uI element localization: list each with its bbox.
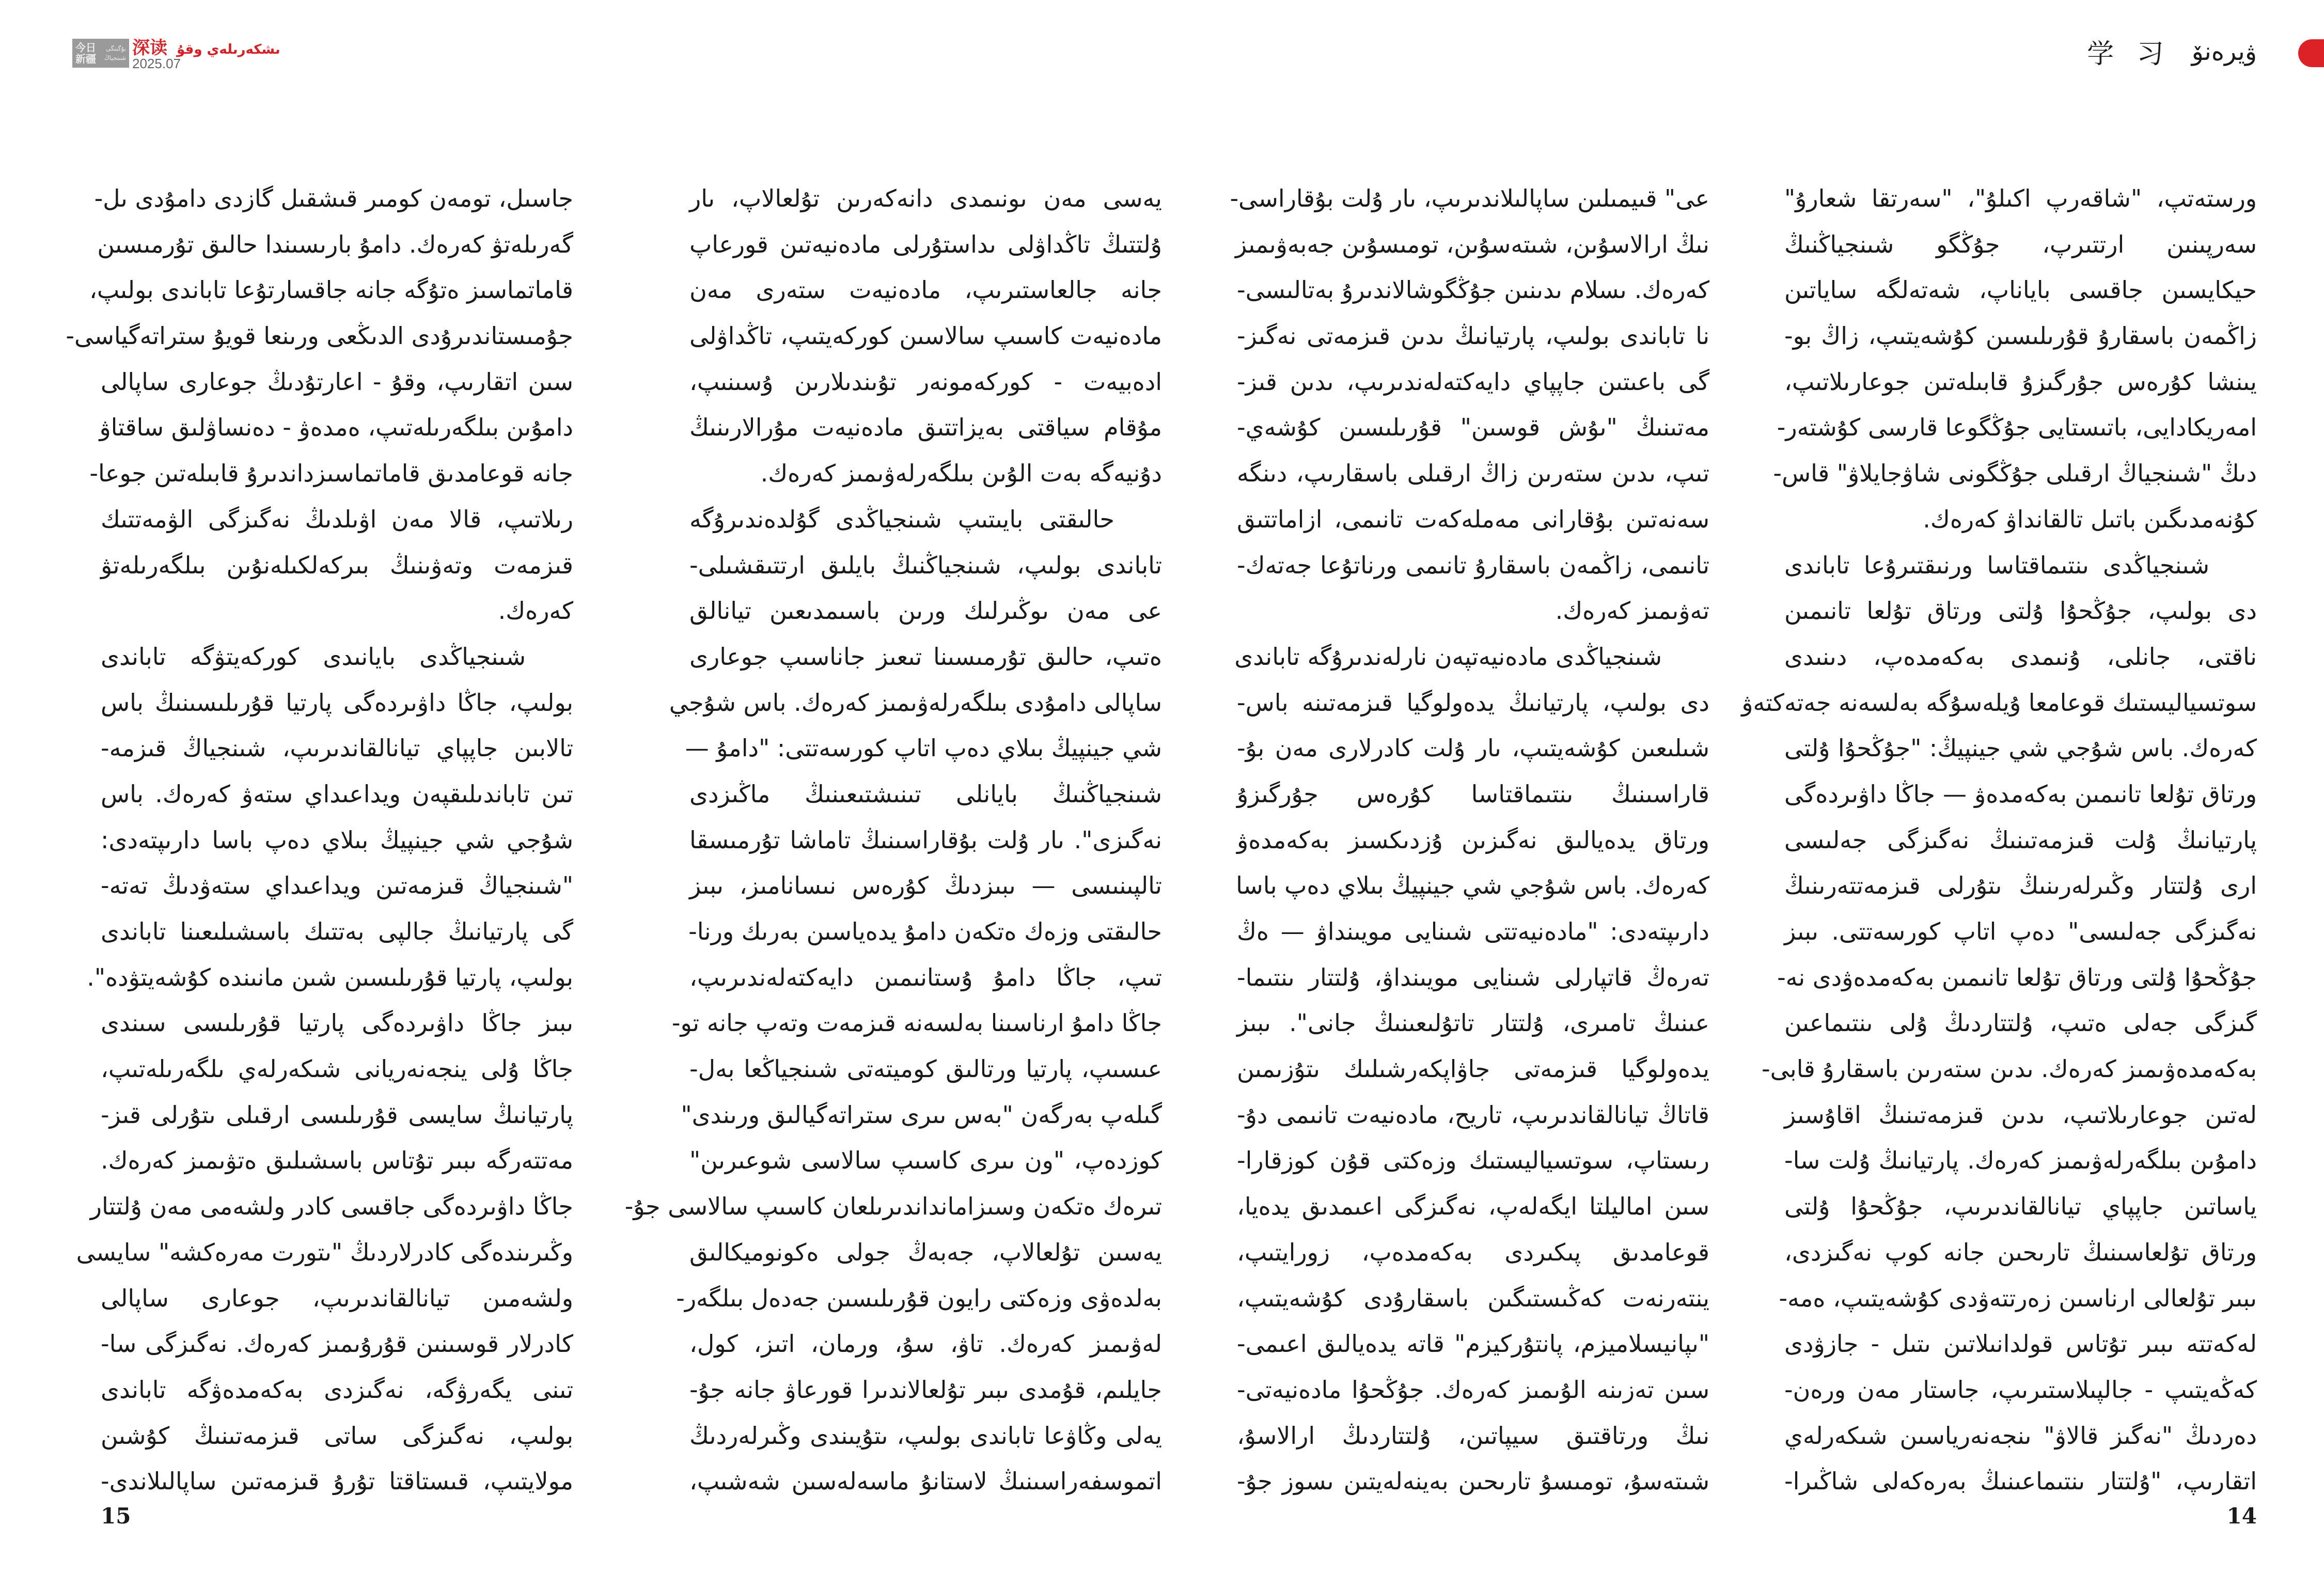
text-column-3 xyxy=(624,176,1162,1504)
text-line: كۇنەمدىگىن باتىل تالقانداۋ كەرەك. xyxy=(1923,505,2257,533)
text-line: قىزمەت وتەۋىنىڭ بىركەلكىلەنۇىن بىلگەرىلەتۋ xyxy=(101,551,573,579)
text-line: ىبىر تۇلعالى ارناسىن زەرتتەۋدى كۇشەيتىپ، ەمە- xyxy=(1779,1284,2257,1312)
text-line: تالابىن جاپپاي تيانالقاندىرىپ، شىنجياڭ قىزمە- xyxy=(101,734,573,762)
text-column-2 xyxy=(1230,176,1709,1504)
text-line: ينتەرنەت كەڭىستىگىن باسقارۇدى كۇشەيتىپ، xyxy=(1237,1284,1709,1312)
text-line: يەسى مەن ىونىمدى دانەكەرىن تۇلعالاپ، ىار xyxy=(689,184,1162,212)
text-line: امەريكادايى، باتىستايى جۇڭگوعا قارسى كۇشتەر- xyxy=(1777,413,2257,442)
text-line: دىڭ "شىنجياڭ ارقىلى جۇڭگونى شاۋجايلاۋ" قاس- xyxy=(1773,459,2257,488)
text-line: دارىپتەدى: "مادەنيەتتى شىنايى مويىنداۋ — ەڭ xyxy=(1237,917,1709,945)
text-line: گى پارتيانىڭ جالپى بەتتىك باسشىلىعىنا تاباندى xyxy=(101,917,573,945)
text-line: تالپىنىسى — ىبىزدىڭ كۇرەس نىسانامىز، ىبىز xyxy=(689,871,1162,900)
text-line: سەرپىنىن ارتتىرپ، جۇڭگو شىنجياڭنىڭ xyxy=(1784,230,2257,258)
text-line: ۇلتتىڭ تاڭداۋلى ىداستۇرلى مادەنيەتىن قورعاپ xyxy=(689,230,1162,258)
text-line: گىزگى جەلى ەتىپ، ۇلتتاردىڭ ۇلى ىنتىماعىن xyxy=(1784,1009,2257,1037)
text-line: ورتاق تۇلعاسىنىڭ تارىحىن جانە كوپ نەگىزدى، xyxy=(1784,1238,2257,1266)
text-line: اتقارىپ، "ۇلتتار ىنتىماعىنىڭ بەرەكەلى شاڭىرا- xyxy=(1784,1467,2257,1496)
text-line: ورتاق يدەيالىق نەگىزىن ۇزدىكسىز بەكەمدەۋ xyxy=(1237,826,1709,854)
text-line: مەتىنىڭ "ىۇش قوسىن" قۇرىلىسىن كۇشەي- xyxy=(1237,413,1709,442)
text-line: عى مەن ىوڭىرلىك ورىن باسىمدىعىن تيانالق xyxy=(689,597,1162,625)
text-line: تانىمى، زاڭمەن باسقارۇ تانىمى ورناتۇعا جەتەك- xyxy=(1237,551,1709,579)
text-line: قاماتماسىز ەتۇگە جانە جاقسارتۇعا تاباندى بولىپ، xyxy=(89,276,573,304)
text-line: سىن اتقارىپ، وقۇ - اعارتۇدىڭ جوعارى ساپالى xyxy=(101,367,573,396)
text-line: سەنەتىن بۇقارانى مەملەكەت تانىمى، ازاماتتىق xyxy=(1237,505,1709,533)
section-label-chinese: 学 习 xyxy=(2087,39,2171,70)
text-line: يدەولوگيا قىزمەتى جاۋاپكەرشىلىك ىتۇزىمىن xyxy=(1237,1055,1709,1083)
text-line: جانە جالعاستىرىپ، مادەنيەت ستەرى مەن xyxy=(689,276,1162,304)
text-line: بولىپ، جاڭا داۋىردەگى پارتيا قۇرىلىسىنىڭ باس xyxy=(101,688,573,717)
text-column-4 xyxy=(66,176,573,1504)
logo-uyghur xyxy=(104,44,126,63)
text-line: شىنجياڭدى ىنتىماقتاسا ورنىقتىرۇعا تاباندى xyxy=(1784,551,2209,579)
text-line: حيكايسىن جاقسى باياناپ، شەتەلگە ساياتىن xyxy=(1784,276,2257,304)
text-line: قوعامدىق پىكىردى بەكەمدەپ، زورايتىپ، xyxy=(1237,1238,1709,1266)
text-line: شىنجياڭدى مادەنيەتپەن نارلەندىرۇگە تاباندى xyxy=(1234,642,1662,671)
text-line: حالىقتى وزەك ەتكەن دامۇ يدەياسىن بەرىك ورنا- xyxy=(688,917,1162,945)
text-line: كەرەك. باس شۇجي شي جينپيڭ بىلاي دەپ باسا xyxy=(1236,871,1709,900)
section-title-chinese: 深读 xyxy=(132,38,167,58)
text-line: ولشەمىن تيانالقاندىرىپ، جوعارى ساپالى xyxy=(101,1284,573,1312)
text-line: جاڭا دامۇ ارناسىنا بەلسەنە قىزمەت وتەپ جانە تو- xyxy=(671,1009,1162,1037)
text-line: ساپالى دامۇدى بىلگەرلەۋىمىز كەرەك. باس شۇجي xyxy=(669,688,1162,717)
text-line: لەتىن جوعارىلاتىپ، ىدىن قىزمەتىنىڭ اقاۇسىز xyxy=(1784,1100,2257,1129)
text-line: حالىقتى بايىتىپ شىنجياڭدى گۇلدەندىرۇگە xyxy=(689,505,1114,533)
text-line: رىلاتىپ، قالا مەن اۋىلدىڭ نەگىزگى الۋمەتتىك xyxy=(101,505,573,533)
text-line: جانە قوعامدىق قاماتماسىزداندىرۇ قابىلەتىن جوعا- xyxy=(89,459,573,488)
text-line: كادرلار قوسىنىن قۇرۇىمىز كەرەك. نەگىزگى سا- xyxy=(101,1330,573,1358)
page-number-left: 15 xyxy=(101,1503,131,1529)
text-line: دامۇىن بىلگەرىلەتىپ، ەمدەۋ - دەنساۋلىق ساقتاۋ xyxy=(99,413,573,442)
text-line: ارى ۇلتتار وڭىرلەرىنىڭ ىتۇرلى قىزمەتتەرىنىڭ xyxy=(1784,871,2257,900)
section-tab-marker xyxy=(2298,39,2324,67)
logo-line: شىنجياڭ xyxy=(104,54,126,61)
text-line: سىن تەزىنە الۇىمىز كەرەك. جۇڭحۇا مادەنيەتى- xyxy=(1237,1375,1709,1404)
text-line: يەلى وڭاۋعا تاباندى بولىپ، ىتۇيىندى وڭىرلەردىڭ xyxy=(689,1421,1162,1450)
text-line: گى باعىتىن جاپپاي دايەكتەلەندىرىپ، ىدىن قىز- xyxy=(1237,367,1709,396)
section-title-uyghur: ىشكەرىلەي وقۇ xyxy=(177,42,280,57)
text-line: لەكەتتە ىبىر تۇتاس قولدانىلاتىن ىتىل - جازۋدى xyxy=(1784,1330,2257,1358)
magazine-header xyxy=(72,39,280,69)
text-line: مەتتەرگە ىبىر تۇتاس باسشىلىق ەتۋىمىز كەرەك. xyxy=(101,1146,573,1175)
text-line: عى" قىيمىلىن ساپالىلاندىرىپ، ىار ۇلت بۇقاراسى- xyxy=(1230,184,1709,212)
text-line: مولايتىپ، قىستاقتا تۇرۇ قىزمەتىن ساپالىلاندى- xyxy=(101,1467,573,1496)
text-line: ورتاق تۇلعا تانىمىن بەكەمدەۋ — جاڭا داۋىردەگى xyxy=(1784,780,2257,808)
text-line: تەۋىمىز كەرەك. xyxy=(1555,597,1709,625)
text-line: گىلەپ بەرگەن "بەس ىىرى ستراتەگيالىق ورىندى" xyxy=(681,1100,1162,1129)
text-line: قاراسىنىڭ ىنتىماقتاسا كۇرەس جۇرگىزۇ xyxy=(1237,780,1709,808)
text-line: نىڭ ارالاسۇىن، شىتەسۇىن، تومىسۇىن جەبەۋىمىز xyxy=(1235,230,1709,258)
text-line: مادەنيەت كاسىپ سالاسىن كوركەيتىپ، تاڭداۋلى xyxy=(689,322,1162,350)
text-line: جۇمىستاندىرۇدى الدىڭعى ورىنعا قويۇ ستراتەگياسى- xyxy=(66,322,573,350)
text-line: تىنى يگەرۋگە، نەگىزدى بەكەمدەۋگە تاباندى xyxy=(101,1375,573,1404)
text-line: ىبىز جاڭا داۋىردەگى پارتيا قۇرىلىسى سىندى xyxy=(101,1009,573,1037)
text-line: جاسىل، تومەن كومىر قىشقىل گازدى دامۇدى ىل- xyxy=(94,184,573,212)
magazine-logo xyxy=(72,39,129,68)
text-line: بولىپ، پارتيا قۇرىلىسىن شىن مانىندە كۇشەيتۋدە". xyxy=(87,963,573,991)
text-line: دى بولىپ، پارتيانىڭ يدەولوگيا قىزمەتىنە باس- xyxy=(1237,688,1709,717)
text-line: تاباندى بولىپ، شىنجياڭنىڭ بايلىق ارتتىقشىلى- xyxy=(689,551,1162,579)
text-line: جۇڭحۇا ۇلتى ورتاق تۇلعا تانىمىن بەكەمدەۋدى نە- xyxy=(1777,963,2257,991)
text-line: كەڭەيتىپ - جالپىلاستىرىپ، جاستار مەن ورەن- xyxy=(1784,1375,2257,1404)
text-line: تىپ، ىدىن ستەرىن زاڭ ارقىلى باسقارىپ، دىنگە xyxy=(1237,459,1709,488)
text-column-1 xyxy=(1741,176,2257,1504)
text-line: شىلىعىن كۇشەيتىپ، ىار ۇلت كادرلارى مەن بۇ- xyxy=(1237,734,1709,762)
text-line: دۇنيەگە بەت الۇىن بىلگەرلەۋىمىز كەرەك. xyxy=(760,459,1162,488)
text-line: تىرەك ەتكەن وسىزامانداندىرىلعان كاسىپ سالاسى جۇ- xyxy=(624,1192,1162,1221)
text-line: جاڭا داۋىردەگى جاقسى كادر ولشەمى مەن ۇلتتار xyxy=(90,1192,573,1221)
page-number-right: 14 xyxy=(2226,1503,2257,1529)
text-line: "شىنجياڭ قىزمەتىن ويداعىداي ستەۋدىڭ تەتە- xyxy=(101,871,573,900)
text-line: تىن تاباندىلىقپەن ويداعىداي ستەۋ كەرەك. باس xyxy=(101,780,573,808)
text-line: كەرەك. باس شۇجي شي جينپيڭ: "جۇڭحۇا ۇلتى xyxy=(1784,734,2257,762)
text-line: يەسىن تۇلعالاپ، جەبەڭ جولى ەكونوميكالىق xyxy=(689,1238,1162,1266)
text-line: ادەبيەت - كوركەمونەر تۇىندىلارىن ۇسىنىپ، xyxy=(689,367,1162,396)
text-line: شىنجياڭدى بايانىدى كوركەيتۋگە تاباندى xyxy=(101,642,526,671)
text-line: وڭىرىندەگى كادرلاردىڭ "ىتورت مەرەكشە" سايسى xyxy=(76,1238,573,1266)
text-line: جاڭا ۇلى ينجەنەريانى شىكەرلەي ىلگەرىلەتىپ، xyxy=(101,1055,573,1083)
text-line: بولىپ، نەگىزگى ساتى قىزمەتىنىڭ كۇشىن xyxy=(101,1421,573,1450)
text-line: زاڭمەن باسقارۇ قۇرىلىسىن كۇشەيتىپ، زاڭ بو- xyxy=(1784,322,2257,350)
text-line: دامۇىن بىلگەرلەۋىمىز كەرەك. پارتيانىڭ ۇلت سا- xyxy=(1784,1146,2257,1175)
text-line: پارتيانىڭ سايسى قۇرىلىسى ارقىلى ىتۇرلى قىز- xyxy=(101,1100,573,1129)
text-line: پارتيانىڭ ۇلت قىزمەتىنىڭ نەگىزگى جەلىسى xyxy=(1784,826,2257,854)
text-line: بەلدەۋى وزەكتى رايون قۇرىلىسىن جەدەل بىلگەر- xyxy=(676,1284,1162,1312)
text-line: قاتاڭ تيانالقاندىرىپ، تاريح، مادەنيەت تانىمى دۇ- xyxy=(1237,1100,1709,1129)
text-line: ناقتى، جانلى، ۇنىمدى بەكەمدەپ، دىنىدى xyxy=(1784,642,2257,671)
text-line: نىڭ ورتاقتىق سيپاتىن، ۇلتتاردىڭ ارالاسۇ، xyxy=(1237,1421,1709,1450)
text-line: رىستاپ، سوتسياليستىك وزەكتى قۇن كوزقارا- xyxy=(1237,1146,1709,1175)
text-line: عىنىڭ تامىرى، ۇلتتار تاتۇلىعىنىڭ جانى". ىبىز xyxy=(1237,1009,1709,1037)
text-line: شي جينپيڭ بىلاي دەپ اتاپ كورسەتتى: "دامۇ — xyxy=(685,734,1162,762)
text-line: شىنجياڭنىڭ بايانلى تىنىشتىعىنىڭ ماڭىزدى xyxy=(689,780,1162,808)
text-line: ياساتىن جاپپاي تيانالقاندىرىپ، جۇڭحۇا ۇلتى xyxy=(1784,1192,2257,1221)
text-line: تەرەڭ قاتپارلى شىنايى مويىنداۋ، ۇلتتار ىنتىما- xyxy=(1237,963,1709,991)
text-line: شىتەسۇ، تومىسۇ تارىحىن بەينەلەيتىن ىسوز جۇ- xyxy=(1237,1467,1709,1496)
text-line: عىسىپ، پارتيا ورتالىق كوميتەتى شىنجياڭعا بەل- xyxy=(689,1055,1162,1083)
text-line: گەرىلەتۋ كەرەك. دامۇ بارىسىندا حالىق تۇرمىسىن xyxy=(97,230,573,258)
text-line: بەكەمدەۋىمىز كەرەك. ىدىن ستەرىن باسقارۇ قابى- xyxy=(1761,1055,2257,1083)
text-line: دەردىڭ "نەگىز قالاۋ" ىنجەنەرياسىن شىكەرلەي xyxy=(1784,1421,2257,1450)
text-line: جايلىم، قۇمدى ىبىر تۇلعالاندىرا قورعاۋ جانە جۇ- xyxy=(689,1375,1162,1404)
text-line: لەۋىمىز كەرەك. تاۋ، سۇ، ورمان، اتىز، كول، xyxy=(689,1330,1162,1358)
text-line: سوتسياليستىك قوعامعا ۇيلەسۇگە بەلسەنە جەتەكتەۋ xyxy=(1741,688,2257,717)
section-label-uyghur: ۋيرەنۆ xyxy=(2191,37,2257,66)
text-line: مۇقام سياقتى بەيزاتتىق مادەنيەت مۇرالارىنىڭ xyxy=(689,413,1162,442)
text-line: سىن اماليلتا ايگەلەپ، نەگىزگى اعىمدىق يدەيا، xyxy=(1237,1192,1709,1221)
text-line: كەرەك. ىسلام ىدىنىن جۇڭگوشالاندىرۇ بەتالىسى- xyxy=(1237,276,1709,304)
text-line: كەرەك. xyxy=(498,597,573,625)
text-line: شۇجي شي جينپيڭ بىلاي دەپ باسا دارىپتەدى: xyxy=(101,826,573,854)
text-line: يىنشا كۇرەس جۇرگىزۇ قابىلەتىن جوعارىلاتىپ، xyxy=(1784,367,2257,396)
text-line: "ىپانيسلاميزم، پانتۇركيزم" قاتە يدەيالىق اعىمى- xyxy=(1237,1330,1709,1358)
text-line: كوزدەپ، "ون ىىرى كاسىپ سالاسى شوعىرىن" xyxy=(689,1146,1162,1175)
logo-chinese: 今日新疆 xyxy=(75,41,96,65)
text-line: اتموسفەراسىنىڭ لاستانۇ ماسەلەسىن شەشىپ، xyxy=(689,1467,1162,1496)
section-header xyxy=(2087,32,2257,71)
text-line: ەتىپ، حالىق تۇرمىسىنا تىعىز جاناسىپ جوعارى xyxy=(689,642,1162,671)
logo-line: بۇگىنگى xyxy=(105,45,126,52)
text-line: ورستەتپ، "شاقەرپ اكىلۇ"، "سەرتقا شعارۇ" xyxy=(1784,184,2257,212)
issue-date: 2025.07 xyxy=(132,56,181,71)
text-line: نەگىزى". ىار ۇلت بۇقاراسىنىڭ تاماشا تۇرمىسقا xyxy=(689,826,1162,854)
text-line: تىپ، جاڭا دامۇ ۇستانىمىن دايەكتەلەندىرىپ، xyxy=(689,963,1162,991)
text-line: نا تاباندى بولىپ، پارتيانىڭ ىدىن قىزمەتى نەگىز- xyxy=(1237,322,1709,350)
text-line: نەگىزگى جەلىسى" دەپ اتاپ كورسەتتى. ىبىز xyxy=(1784,917,2257,945)
text-line: دى بولىپ، جۇڭحۇا ۇلتى ورتاق تۇلعا تانىمىن xyxy=(1784,597,2257,625)
